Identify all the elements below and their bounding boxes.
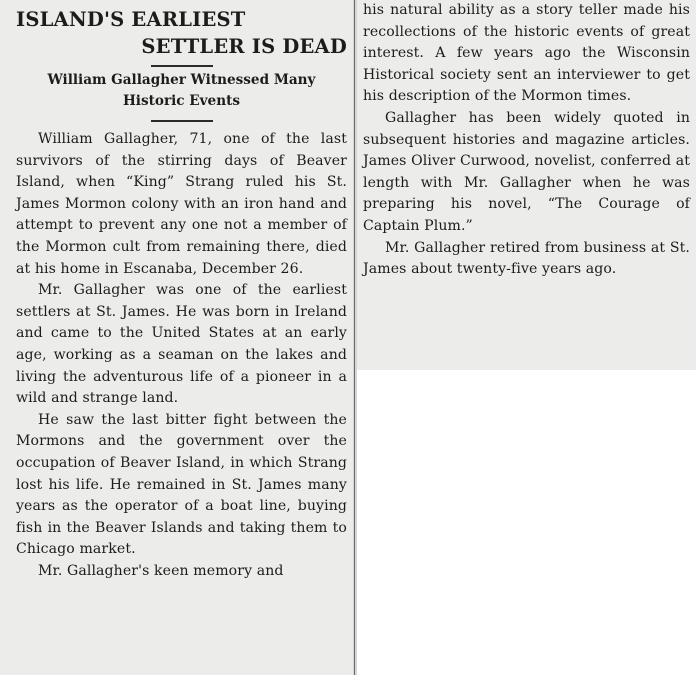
article-body-left <box>16 129 347 582</box>
subhead-rule <box>151 120 213 122</box>
paragraph: Mr. Gallagher was one of the earliest settlers at St. James. He was born in Ireland and came to the United States at an early age, working as a seaman on the lakes and living the adventurous life of a pioneer in a wild and strange land. <box>16 282 347 407</box>
paragraph: He saw the last bitter fight between the Mormons and the government over the occupation of Beaver Island, in which Strang lost his life. He remained in St. James many years as the operator of a boat line, buying fish in the Beaver Islands and taking them to Chicago market. <box>16 411 347 558</box>
paragraph: Mr. Gallagher's keen memory and <box>38 562 284 579</box>
subheadline: William Gallagher Witnessed Many Historic Events <box>47 72 316 109</box>
headline-line-1: ISLAND'S EARLIEST <box>16 8 246 31</box>
paragraph: Mr. Gallagher retired from business at St. James about twenty-five years ago. <box>363 239 690 278</box>
headline <box>16 6 347 60</box>
paragraph: his natural ability as a story teller made his recollections of the historic events of great interest. A few years ago the Wisconsin Historical society sent an interviewer to get his description of the Mormon times. <box>363 2 690 105</box>
headline-rule <box>151 65 213 67</box>
article-column-right <box>357 0 696 370</box>
paragraph: Gallagher has been widely quoted in subsequent histories and magazine articles. James Oliver Curwood, novelist, conferred at length with Mr. Gallagher when he was preparing his novel, “The Courage of Captain Plum.” <box>363 109 690 234</box>
paragraph: William Gallagher, 71, one of the last survivors of the stirring days of Beaver Island, when “King” Strang ruled his St. James Mormon colony with an iron hand and attempt to prevent any one not a member of the Mormon cult from remaining there, died at his home in Escanaba, December 26. <box>16 131 347 277</box>
headline-line-2: SETTLER IS DEAD <box>141 35 347 58</box>
article-body-right <box>363 0 690 281</box>
